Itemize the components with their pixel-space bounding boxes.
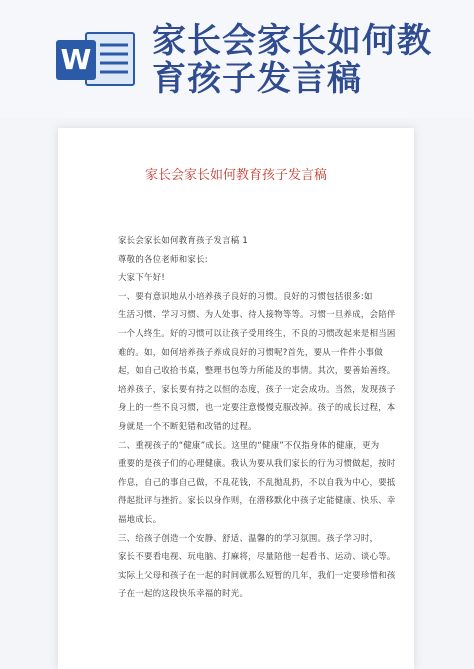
- document-line: 家长会家长如何教育孩子发言稿 1: [118, 235, 249, 245]
- document-line: 培养孩子，家长要有持之以恒的态度，孩子一定会成功。当然，发现孩子: [118, 383, 396, 394]
- document-line: 得起批评与挫折。家长以身作则，在潜移默化中孩子定能健康、快乐、幸: [118, 495, 396, 506]
- document-line: 一、要有意识地从小培养孩子良好的习惯。良好的习惯包括很多:如: [118, 290, 373, 301]
- banner-title: [152, 22, 452, 98]
- banner: [0, 0, 474, 118]
- document-line: 福地成长。: [118, 513, 162, 524]
- document-line: 身就是一个不断犯错和改错的过程。: [118, 420, 257, 431]
- document-line: 三、给孩子创造一个安静、舒适、温馨的的学习氛围。孩子学习时，: [118, 532, 379, 543]
- document-line: 难的。如，如何培养孩子养成良好的习惯呢?首先，要从一件件小事做: [118, 346, 383, 357]
- logo-letter: W: [60, 43, 92, 76]
- document-line: 一个人终生。好的习惯可以让孩子受用终生，不良的习惯改起来是相当困: [118, 327, 396, 338]
- document-line: 二、重视孩子的“健康”成长。这里的“健康”不仅指身体的健康，更为: [118, 439, 380, 450]
- document-line: 大家下午好!: [118, 272, 166, 283]
- banner-title-line-2: 育孩子发言稿: [152, 59, 362, 99]
- document-line: 身上的一些不良习惯，也一定要注意慢慢克服改掉。孩子的成长过程，本: [118, 402, 396, 413]
- banner-title-line-1: 家长会家长如何教: [152, 21, 432, 61]
- document-body: [118, 231, 396, 603]
- document-line: 子在一起的这段快乐幸福的时光。: [118, 588, 249, 599]
- document-title: 家长会家长如何教育孩子发言稿: [144, 168, 327, 183]
- document-page: [58, 128, 414, 669]
- document-line: 起，如自己收拾书桌，整理书包等力所能及的事情。其次，要善始善终。: [118, 365, 396, 376]
- document-line: 作息，自己的事自己做，不乱花钱，不乱拋乱扔，不以自我为中心，要抵: [118, 476, 396, 487]
- document-line: 实际上父母和孩子在一起的时间就那么短暂的几年，我们一定要珍惜和孩: [118, 569, 396, 580]
- document-line: 重要的是孩子们的心理健康。我认为要从我们家长的行为习惯做起，按时: [118, 458, 396, 469]
- document-line: 家长不要看电视、玩电脑、打麻将，尽量陪他一起看书、运动、谈心等。: [118, 551, 396, 562]
- document-line: 尊敬的各位老师和家长:: [118, 253, 208, 264]
- word-document-icon: [52, 27, 140, 91]
- document-line: 生活习惯、学习习惯、为人处事、待人接物等等。习惯一旦养成，会陪伴: [118, 309, 396, 320]
